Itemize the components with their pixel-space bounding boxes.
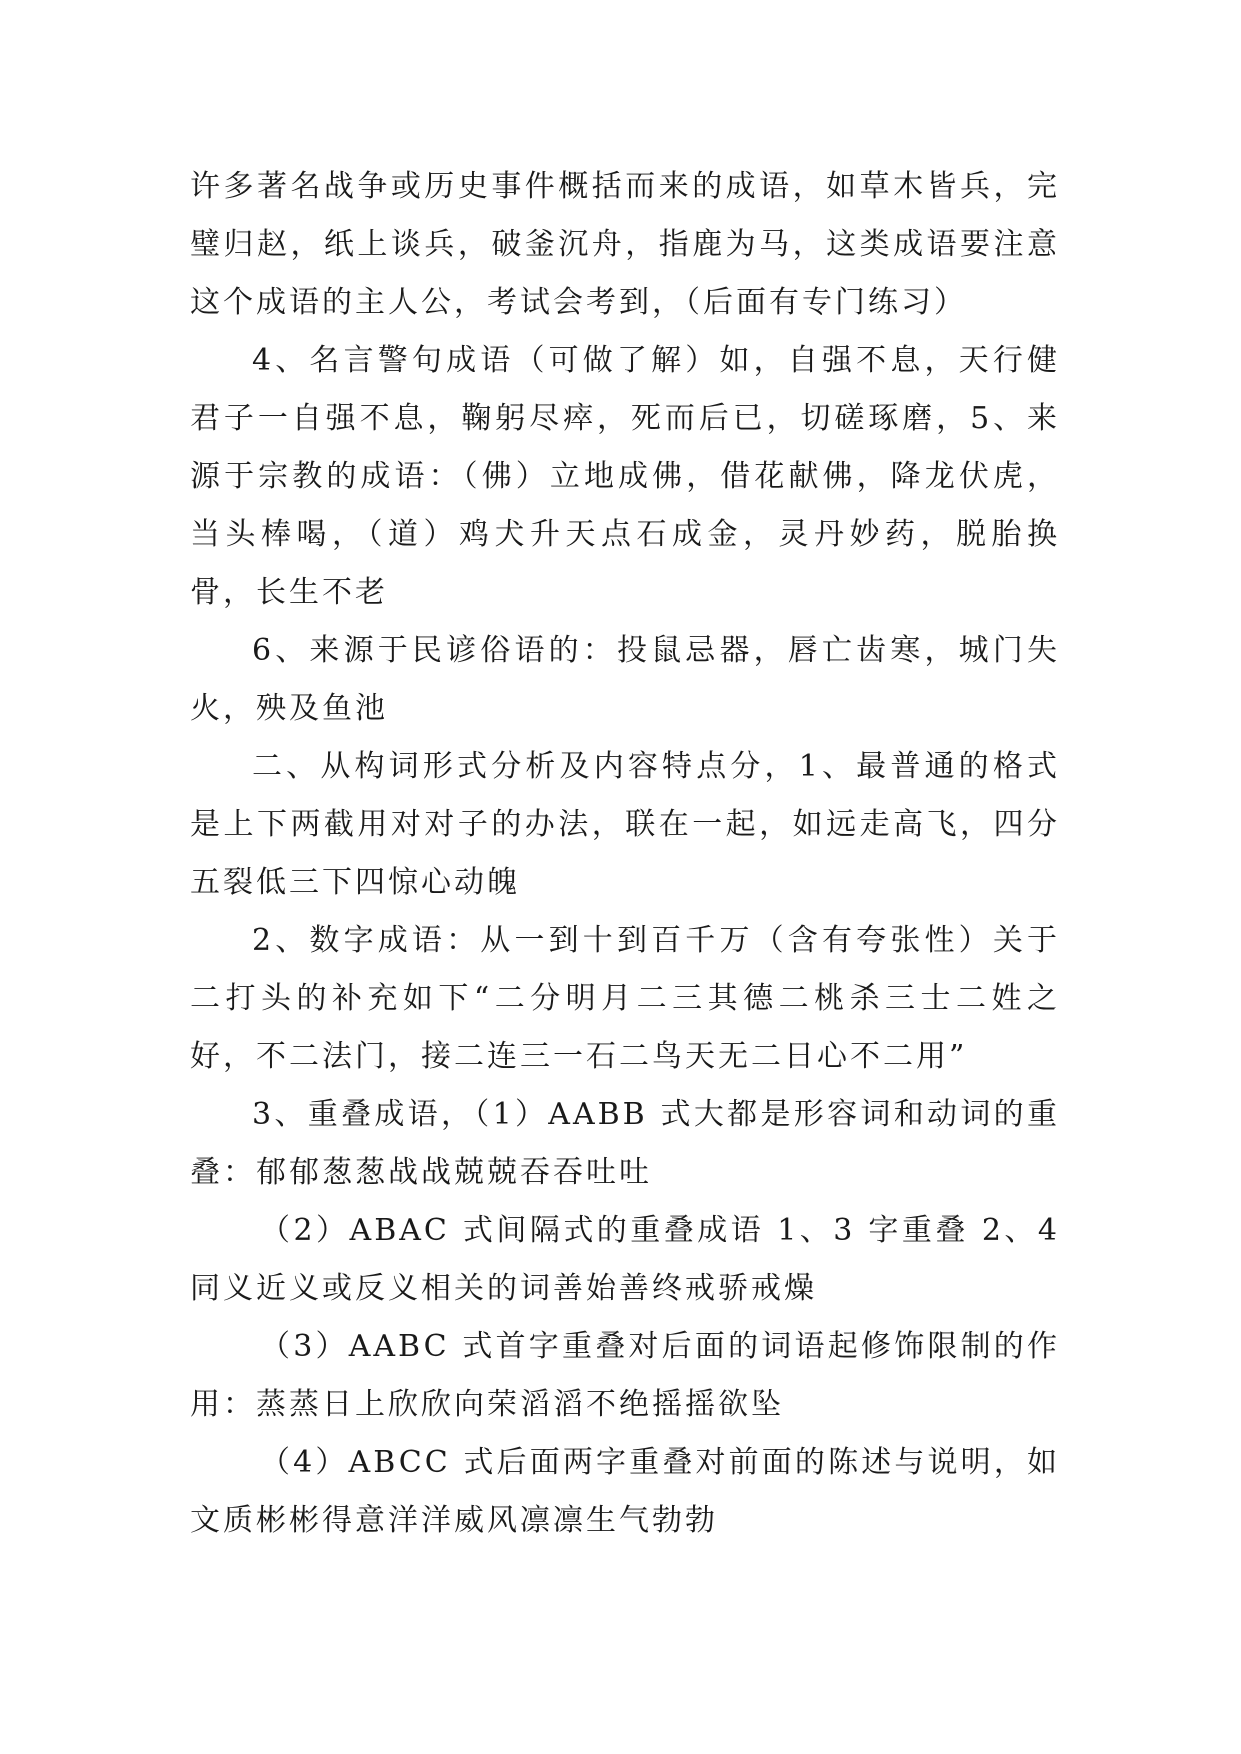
paragraph-reduplicated-aabc: （3）AABC 式首字重叠对后面的词语起修饰限制的作用：蒸蒸日上欣欣向荣滔滔不绝摇摇欲坠: [190, 1329, 1060, 1422]
paragraph-number-idioms: 2、数字成语：从一到十到百千万（含有夸张性）关于二打头的补充如下“二分明月二三其德二桃杀三士二姓之好，不二法门，接二连三一石二鸟天无二日心不二用”: [190, 923, 1060, 1074]
paragraph-reduplicated-aabb: 3、重叠成语，（1）AABB 式大都是形容词和动词的重叠：郁郁葱葱战战兢兢吞吞吐吐: [190, 1097, 1060, 1190]
paragraph-reduplicated-abac: （2）ABAC 式间隔式的重叠成语 1、3 字重叠 2、4 同义近义或反义相关的词善始善终戒骄戒燥: [190, 1213, 1060, 1306]
paragraph-reduplicated-abcc: （4）ABCC 式后面两字重叠对前面的陈述与说明，如文质彬彬得意洋洋威风凛凛生气勃勃: [190, 1445, 1060, 1538]
paragraph-famous-quotes-religion: 4、名言警句成语（可做了解）如，自强不息，天行健君子一自强不息，鞠躬尽瘁，死而后已，切磋琢磨，5、来源于宗教的成语：（佛）立地成佛，借花献佛，降龙伏虎，当头棒喝，（道）鸡犬升天点石成金，灵丹妙药，脱胎换骨，长生不老: [190, 343, 1060, 610]
paragraph-folk-sayings: 6、来源于民谚俗语的：投鼠忌器，唇亡齿寒，城门失火，殃及鱼池: [190, 633, 1060, 726]
document-body: [190, 158, 1060, 1550]
paragraph-word-structure: 二、从构词形式分析及内容特点分，1、最普通的格式是上下两截用对对子的办法，联在一起，如远走高飞，四分五裂低三下四惊心动魄: [190, 749, 1060, 900]
paragraph-historical-idioms: 许多著名战争或历史事件概括而来的成语，如草木皆兵，完璧归赵，纸上谈兵，破釜沉舟，指鹿为马，这类成语要注意这个成语的主人公，考试会考到，（后面有专门练习）: [190, 169, 1060, 320]
